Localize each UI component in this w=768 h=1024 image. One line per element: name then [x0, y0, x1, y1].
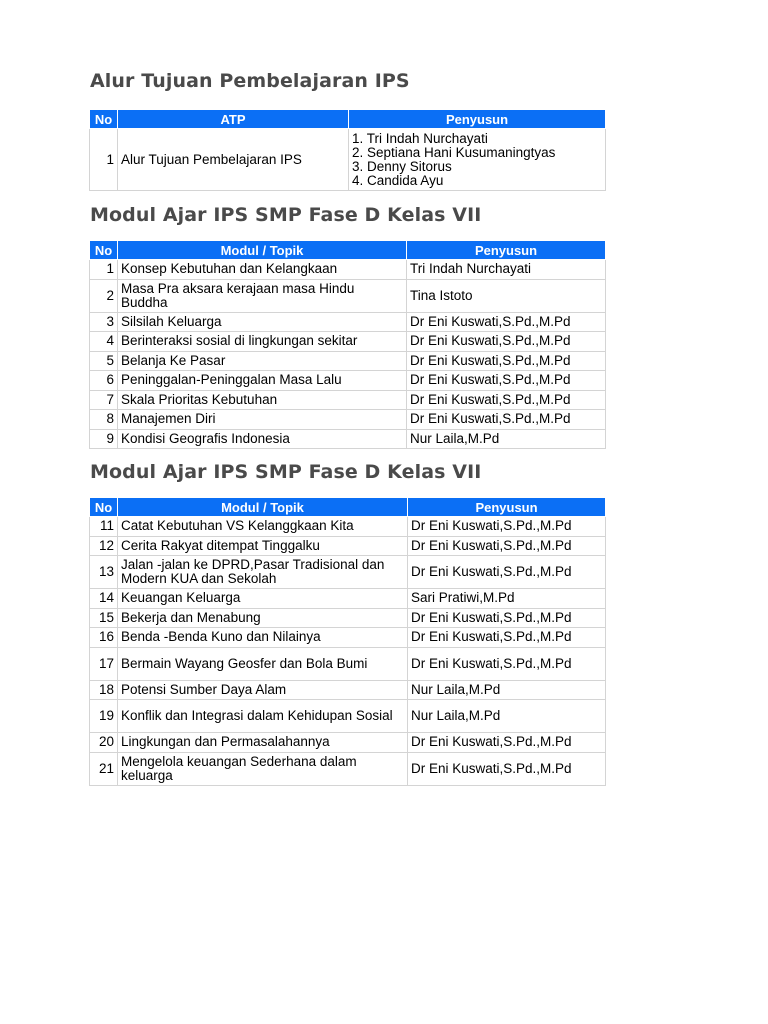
row-modul: Konflik dan Integrasi dalam Kehidupan Sosial [118, 700, 408, 733]
row-penyusun: Dr Eni Kuswati,S.Pd.,M.Pd [407, 312, 606, 332]
row-no: 11 [90, 517, 118, 537]
header-no: No [90, 110, 118, 129]
row-modul: Potensi Sumber Daya Alam [118, 680, 408, 700]
row-modul: Kondisi Geografis Indonesia [118, 429, 407, 449]
modul-table-2 [89, 497, 606, 786]
table-row [90, 589, 606, 609]
row-no: 15 [90, 608, 118, 628]
atp-table [89, 109, 606, 191]
row-penyusun: Tri Indah Nurchayati [407, 260, 606, 280]
row-modul: Bekerja dan Menabung [118, 608, 408, 628]
header-no: No [90, 498, 118, 517]
table-row [90, 279, 606, 312]
penyusun-item: 2. Septiana Hani Kusumaningtyas [352, 144, 556, 160]
row-no: 16 [90, 628, 118, 648]
header-no: No [90, 241, 118, 260]
section-title-atp: Alur Tujuan Pembelajaran IPS [90, 70, 410, 92]
row-penyusun: Dr Eni Kuswati,S.Pd.,M.Pd [408, 556, 606, 589]
row-modul: Skala Prioritas Kebutuhan [118, 390, 407, 410]
row-no: 2 [90, 279, 118, 312]
table-row [90, 556, 606, 589]
row-no: 5 [90, 351, 118, 371]
table-row [90, 312, 606, 332]
table-row [90, 129, 606, 191]
row-penyusun: Dr Eni Kuswati,S.Pd.,M.Pd [408, 536, 606, 556]
table-row [90, 260, 606, 280]
row-modul: Silsilah Keluarga [118, 312, 407, 332]
table-row [90, 371, 606, 391]
table-row [90, 390, 606, 410]
modul-table-1-body [90, 260, 606, 449]
row-no: 12 [90, 536, 118, 556]
row-penyusun: Tina Istoto [407, 279, 606, 312]
row-penyusun: Dr Eni Kuswati,S.Pd.,M.Pd [408, 517, 606, 537]
header-penyusun: Penyusun [407, 241, 606, 260]
row-modul: Benda -Benda Kuno dan Nilainya [118, 628, 408, 648]
row-no: 14 [90, 589, 118, 609]
table-row [90, 608, 606, 628]
row-penyusun: Nur Laila,M.Pd [408, 680, 606, 700]
table-row [90, 647, 606, 680]
table-row [90, 517, 606, 537]
row-penyusun: Nur Laila,M.Pd [408, 700, 606, 733]
row-penyusun: Dr Eni Kuswati,S.Pd.,M.Pd [408, 733, 606, 753]
modul-table-1 [89, 240, 606, 449]
penyusun-item: 4. Candida Ayu [352, 172, 444, 188]
row-penyusun: Dr Eni Kuswati,S.Pd.,M.Pd [407, 371, 606, 391]
row-penyusun: Dr Eni Kuswati,S.Pd.,M.Pd [407, 410, 606, 430]
row-modul: Peninggalan-Peninggalan Masa Lalu [118, 371, 407, 391]
table-row [90, 700, 606, 733]
header-penyusun: Penyusun [408, 498, 606, 517]
row-penyusun-list [349, 129, 606, 191]
penyusun-item: 3. Denny Sitorus [352, 158, 452, 174]
header-modul: Modul / Topik [118, 498, 408, 517]
modul-table-2-body [90, 517, 606, 786]
row-no: 8 [90, 410, 118, 430]
header-atp: ATP [118, 110, 349, 129]
table-row [90, 733, 606, 753]
row-no: 21 [90, 752, 118, 785]
row-no: 19 [90, 700, 118, 733]
row-penyusun: Dr Eni Kuswati,S.Pd.,M.Pd [408, 647, 606, 680]
row-penyusun: Dr Eni Kuswati,S.Pd.,M.Pd [408, 628, 606, 648]
row-no: 9 [90, 429, 118, 449]
table-row [90, 332, 606, 352]
row-no: 17 [90, 647, 118, 680]
row-penyusun: Dr Eni Kuswati,S.Pd.,M.Pd [407, 390, 606, 410]
table-header-row [90, 498, 606, 517]
row-no: 20 [90, 733, 118, 753]
table-row [90, 536, 606, 556]
table-header-row [90, 110, 606, 129]
row-modul: Mengelola keuangan Sederhana dalam keluarga [118, 752, 408, 785]
row-no: 6 [90, 371, 118, 391]
row-penyusun: Dr Eni Kuswati,S.Pd.,M.Pd [407, 351, 606, 371]
row-penyusun: Nur Laila,M.Pd [407, 429, 606, 449]
table-row [90, 351, 606, 371]
section-title-modul-1: Modul Ajar IPS SMP Fase D Kelas VII [90, 204, 482, 226]
table-row [90, 680, 606, 700]
row-modul: Bermain Wayang Geosfer dan Bola Bumi [118, 647, 408, 680]
row-modul: Manajemen Diri [118, 410, 407, 430]
row-penyusun: Dr Eni Kuswati,S.Pd.,M.Pd [408, 752, 606, 785]
row-modul: Lingkungan dan Permasalahannya [118, 733, 408, 753]
row-modul: Keuangan Keluarga [118, 589, 408, 609]
header-modul: Modul / Topik [118, 241, 407, 260]
header-penyusun: Penyusun [349, 110, 606, 129]
row-modul: Masa Pra aksara kerajaan masa Hindu Buddha [118, 279, 407, 312]
table-row [90, 628, 606, 648]
row-penyusun: Dr Eni Kuswati,S.Pd.,M.Pd [407, 332, 606, 352]
row-no: 18 [90, 680, 118, 700]
table-row [90, 429, 606, 449]
table-row [90, 410, 606, 430]
penyusun-item: 1. Tri Indah Nurchayati [352, 130, 488, 146]
row-penyusun: Sari Pratiwi,M.Pd [408, 589, 606, 609]
row-atp: Alur Tujuan Pembelajaran IPS [118, 129, 349, 191]
row-no: 7 [90, 390, 118, 410]
row-no: 1 [90, 260, 118, 280]
row-no: 4 [90, 332, 118, 352]
row-modul: Catat Kebutuhan VS Kelanggkaan Kita [118, 517, 408, 537]
row-modul: Jalan -jalan ke DPRD,Pasar Tradisional dan Modern KUA dan Sekolah [118, 556, 408, 589]
row-modul: Konsep Kebutuhan dan Kelangkaan [118, 260, 407, 280]
table-row [90, 752, 606, 785]
row-penyusun: Dr Eni Kuswati,S.Pd.,M.Pd [408, 608, 606, 628]
row-no: 13 [90, 556, 118, 589]
table-header-row [90, 241, 606, 260]
row-modul: Belanja Ke Pasar [118, 351, 407, 371]
row-modul: Cerita Rakyat ditempat Tinggalku [118, 536, 408, 556]
row-no: 1 [90, 129, 118, 191]
section-title-modul-2: Modul Ajar IPS SMP Fase D Kelas VII [90, 461, 482, 483]
row-no: 3 [90, 312, 118, 332]
row-modul: Berinteraksi sosial di lingkungan sekitar [118, 332, 407, 352]
